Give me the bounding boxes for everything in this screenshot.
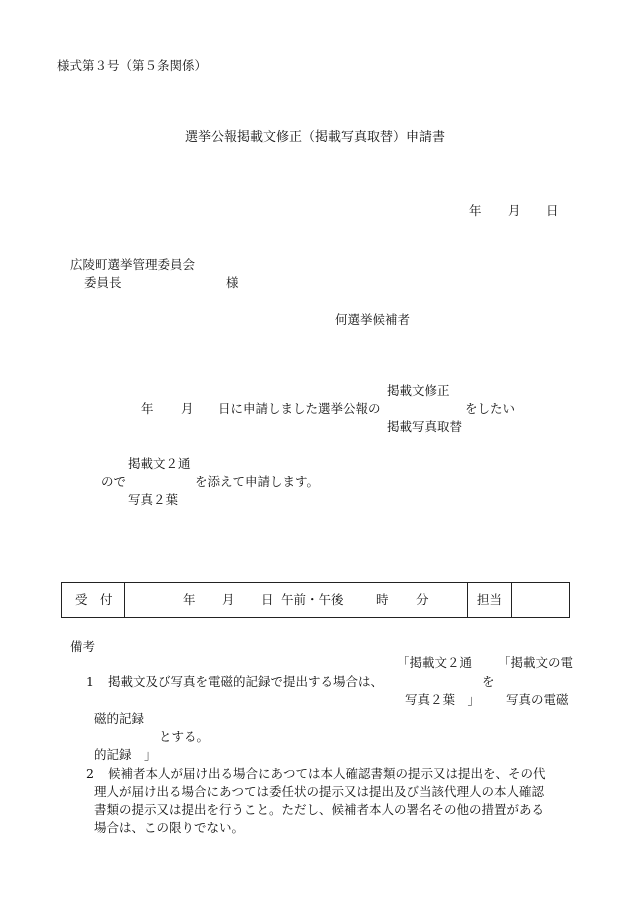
note1-continuation-3: 的記録 」 — [94, 747, 157, 762]
date-month-label: 月 — [508, 203, 521, 218]
table-divider — [124, 583, 125, 617]
note2-line: 候補者本人が届け出る場合にあつては本人確認書類の提示又は提出を、その代 — [108, 766, 546, 781]
note2-line: 場合は、この限りでない。 — [94, 820, 245, 835]
note1-continuation-2: とする。 — [159, 729, 210, 744]
page-title: 選挙公報掲載文修正（掲載写真取替）申請書 — [184, 130, 446, 145]
reception-label: 受 付 — [75, 592, 113, 607]
request-wish-text: をしたい — [465, 401, 516, 416]
reception-day-label: 日 — [261, 592, 274, 607]
date-day-label: 日 — [546, 203, 559, 218]
attachment-photo-copies: 写真２葉 — [128, 492, 179, 507]
date-year-label: 年 — [469, 203, 482, 218]
reception-month-label: 月 — [222, 592, 235, 607]
note1-bracket-left-top: 「掲載文２通 — [397, 655, 473, 670]
addressee-honorific: 様 — [226, 275, 239, 290]
reception-ampm-label: 午前・午後 — [281, 592, 344, 607]
note1-bracket-right-bottom: 写真の電磁 — [506, 692, 569, 707]
attachment-text-copies: 掲載文２通 — [128, 456, 191, 471]
request-year-label: 年 — [141, 401, 154, 416]
notes-heading: 備考 — [70, 639, 96, 654]
table-divider — [467, 583, 468, 617]
note1-number: 1 — [86, 674, 94, 689]
note1-particle: を — [482, 674, 495, 689]
reception-hour-label: 時 — [376, 592, 389, 607]
attachment-prefix: ので — [101, 474, 127, 489]
note1-bracket-left-bottom: 写真２葉 」 — [405, 692, 481, 707]
note2-line: 理人が届け出る場合にあつては委任状の提示又は提出及び当該代理人の本人確認 — [94, 784, 545, 799]
note1-continuation-1: 磁的記録 — [94, 711, 145, 726]
reception-table — [61, 582, 570, 618]
addressee-chairman: 委員長 — [84, 275, 122, 290]
reception-year-label: 年 — [183, 592, 196, 607]
attachment-suffix: を添えて申請します。 — [195, 474, 320, 489]
request-month-label: 月 — [181, 401, 194, 416]
option-replace-text: 掲載写真取替 — [387, 419, 463, 434]
option-revise-text: 掲載文修正 — [387, 383, 450, 398]
request-day-text: 日に申請しました選挙公報の — [218, 401, 381, 416]
applicant-label: 何選挙候補者 — [335, 312, 411, 327]
form-number: 様式第３号（第５条関係） — [57, 58, 208, 73]
note2-line: 書類の提示又は提出を行うこと。ただし、候補者本人の署名その他の措置がある — [94, 802, 545, 817]
table-divider — [511, 583, 512, 617]
note1-main-text: 掲載文及び写真を電磁的記録で提出する場合は、 — [108, 674, 384, 689]
note2-number: 2 — [86, 766, 94, 781]
addressee-committee: 広陵町選挙管理委員会 — [70, 257, 196, 272]
note1-bracket-right-top: 「掲載文の電 — [498, 655, 574, 670]
reception-staff-label: 担当 — [477, 592, 503, 607]
reception-minute-label: 分 — [416, 592, 429, 607]
